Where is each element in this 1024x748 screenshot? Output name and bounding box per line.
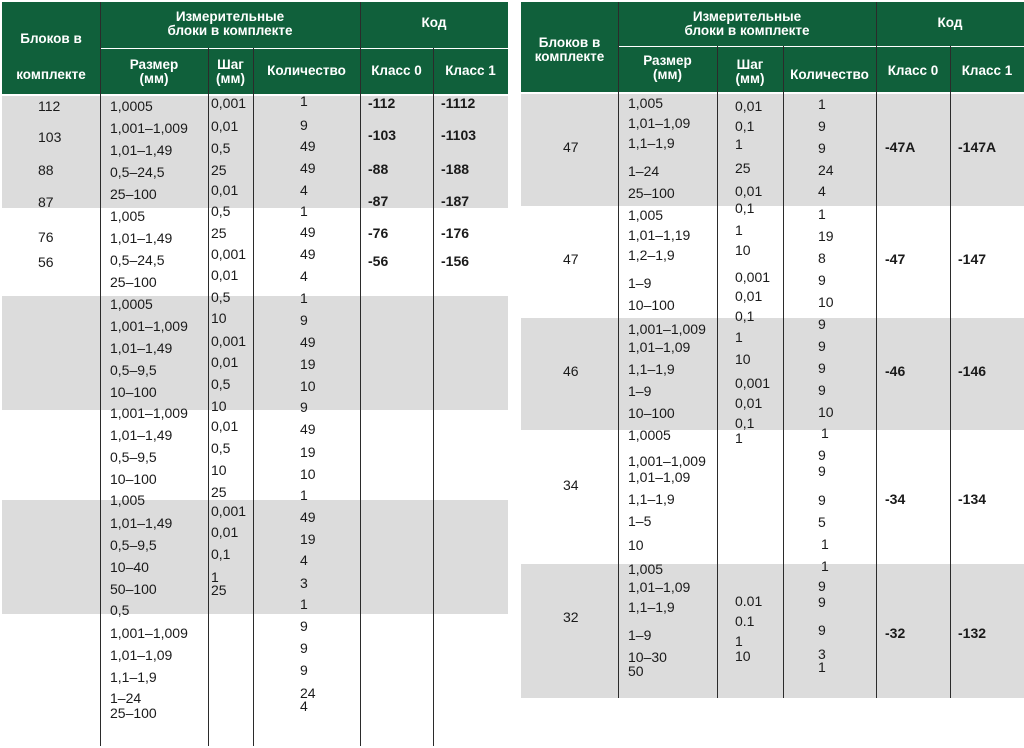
header-blocks-in-set-2: комплекте bbox=[534, 49, 605, 64]
size-cell: 10–100 bbox=[110, 384, 157, 400]
step-cell: 0,001 bbox=[735, 375, 771, 391]
quantity-cell: 9 bbox=[300, 618, 308, 634]
code-class1: -1103 bbox=[441, 127, 477, 143]
header-measuring-blocks-2: блоки в комплекте bbox=[684, 23, 810, 38]
header-code: Код bbox=[937, 15, 963, 30]
quantity-cell: 9 bbox=[818, 338, 826, 354]
header-measuring-blocks: Измерительные bbox=[692, 9, 802, 24]
header-measuring-blocks-2: блоки в комплекте bbox=[167, 23, 293, 38]
step-cell: 0,1 bbox=[735, 308, 755, 324]
code-class0: -47 bbox=[885, 251, 906, 267]
size-cell: 1–24 bbox=[110, 690, 142, 706]
size-cell: 10–100 bbox=[628, 297, 675, 313]
quantity-cell: 9 bbox=[818, 594, 826, 610]
size-cell: 0,5–9,5 bbox=[110, 362, 157, 378]
quantity-cell: 1 bbox=[821, 536, 829, 552]
code-class0: -32 bbox=[885, 625, 906, 641]
quantity-cell: 1 bbox=[818, 206, 826, 222]
quantity-cell: 49 bbox=[300, 224, 316, 240]
code-class1: -146 bbox=[958, 363, 987, 379]
size-cell: 1,001–1,009 bbox=[110, 120, 188, 136]
header-blocks-in-set: Блоков в bbox=[538, 35, 601, 50]
quantity-cell: 3 bbox=[818, 646, 826, 662]
code-class1: -156 bbox=[441, 253, 470, 269]
step-cell: 0,01 bbox=[735, 288, 763, 304]
step-cell: 0,001 bbox=[211, 333, 247, 349]
step-cell: 0,001 bbox=[211, 503, 247, 519]
header-size-unit: (мм) bbox=[653, 67, 682, 82]
step-cell: 0.1 bbox=[735, 613, 755, 629]
size-cell: 10 bbox=[628, 537, 644, 553]
size-cell: 1–9 bbox=[628, 275, 652, 291]
header-class1: Класс 1 bbox=[961, 63, 1013, 78]
size-cell: 1,01–1,09 bbox=[628, 579, 691, 595]
quantity-cell: 9 bbox=[818, 382, 826, 398]
step-cell: 0,5 bbox=[211, 376, 231, 392]
code-class1: -134 bbox=[958, 491, 987, 507]
step-cell: 0,001 bbox=[211, 95, 247, 111]
quantity-cell: 9 bbox=[300, 662, 308, 678]
step-cell: 0,5 bbox=[211, 289, 231, 305]
quantity-cell: 9 bbox=[300, 117, 308, 133]
quantity-cell: 9 bbox=[818, 140, 826, 156]
size-cell: 1,001–1,009 bbox=[110, 405, 188, 421]
quantity-cell: 9 bbox=[818, 316, 826, 332]
blocks-count: 76 bbox=[38, 229, 54, 245]
code-class1: -1112 bbox=[441, 95, 476, 111]
quantity-cell: 10 bbox=[300, 466, 316, 482]
size-cell: 25–100 bbox=[110, 274, 157, 290]
step-cell: 1 bbox=[735, 430, 743, 446]
size-cell: 1,005 bbox=[628, 207, 664, 223]
blocks-count: 103 bbox=[38, 129, 62, 145]
size-cell: 0,5–24,5 bbox=[110, 164, 165, 180]
size-cell: 25–100 bbox=[628, 185, 675, 201]
step-cell: 25 bbox=[211, 162, 227, 178]
code-class1: -176 bbox=[441, 225, 470, 241]
size-cell: 1,0005 bbox=[110, 296, 153, 312]
size-cell: 50 bbox=[628, 663, 644, 679]
header-quantity: Количество bbox=[267, 63, 346, 78]
quantity-cell: 5 bbox=[818, 514, 826, 530]
quantity-cell: 9 bbox=[818, 360, 826, 376]
quantity-cell: 19 bbox=[300, 444, 316, 460]
size-cell: 1,01–1,49 bbox=[110, 515, 173, 531]
size-cell: 1,0005 bbox=[628, 427, 671, 443]
quantity-cell: 3 bbox=[300, 575, 308, 591]
step-cell: 10 bbox=[211, 462, 227, 478]
step-cell: 0,01 bbox=[211, 182, 239, 198]
step-cell: 0,1 bbox=[211, 546, 231, 562]
left-table bbox=[2, 2, 508, 746]
step-cell: 0,5 bbox=[211, 140, 231, 156]
size-cell: 25–100 bbox=[110, 186, 157, 202]
blocks-count: 88 bbox=[38, 162, 54, 178]
header-class0: Класс 0 bbox=[887, 63, 939, 78]
blocks-count: 87 bbox=[38, 194, 54, 210]
code-class0: -34 bbox=[885, 491, 906, 507]
header-step: Шаг bbox=[736, 57, 764, 72]
quantity-cell: 9 bbox=[818, 622, 826, 638]
quantity-cell: 1 bbox=[818, 96, 826, 112]
step-cell: 0,01 bbox=[211, 418, 239, 434]
quantity-cell: 10 bbox=[818, 404, 834, 420]
header-blocks-in-set-2: комплекте bbox=[16, 67, 86, 82]
header-code: Код bbox=[421, 15, 447, 30]
header-quantity: Количество bbox=[790, 67, 869, 82]
step-cell: 0,1 bbox=[735, 118, 755, 134]
size-cell: 1,005 bbox=[628, 561, 664, 577]
quantity-cell: 1 bbox=[818, 659, 826, 675]
size-cell: 1,1–1,9 bbox=[628, 599, 675, 615]
step-cell: 0,1 bbox=[735, 415, 755, 431]
quantity-cell: 4 bbox=[818, 183, 826, 199]
code-class0: -87 bbox=[368, 193, 389, 209]
quantity-cell: 49 bbox=[300, 160, 316, 176]
step-cell: 0.01 bbox=[735, 593, 763, 609]
header-step: Шаг bbox=[217, 57, 244, 72]
size-cell: 0,5–9,5 bbox=[110, 449, 157, 465]
size-cell: 1,001–1,009 bbox=[110, 318, 188, 334]
size-cell: 50–100 bbox=[110, 581, 157, 597]
blocks-count: 32 bbox=[563, 609, 579, 625]
quantity-cell: 19 bbox=[300, 356, 316, 372]
quantity-cell: 9 bbox=[818, 272, 826, 288]
code-class0: -103 bbox=[368, 127, 397, 143]
blocks-count: 112 bbox=[38, 98, 61, 114]
quantity-cell: 49 bbox=[300, 246, 316, 262]
blocks-count: 47 bbox=[563, 251, 579, 267]
step-cell: 1 bbox=[735, 136, 743, 152]
blocks-count: 34 bbox=[563, 477, 579, 493]
size-cell: 1,1–1,9 bbox=[628, 135, 675, 151]
step-cell: 10 bbox=[735, 242, 751, 258]
header-blocks-in-set: Блоков в bbox=[20, 31, 82, 46]
step-cell: 0,5 bbox=[211, 203, 231, 219]
quantity-cell: 4 bbox=[300, 698, 308, 714]
size-cell: 0,5–9,5 bbox=[110, 537, 157, 553]
size-cell: 10–40 bbox=[110, 559, 149, 575]
size-cell: 1,01–1,49 bbox=[110, 230, 173, 246]
size-cell: 1–9 bbox=[628, 383, 652, 399]
header-measuring-blocks: Измерительные bbox=[175, 9, 285, 24]
step-cell: 0,01 bbox=[735, 395, 763, 411]
quantity-cell: 9 bbox=[818, 118, 826, 134]
header-size: Размер bbox=[643, 53, 692, 68]
step-cell: 0,01 bbox=[211, 354, 239, 370]
code-class1: -147A bbox=[958, 139, 997, 155]
step-cell: 0,01 bbox=[211, 118, 239, 134]
quantity-cell: 9 bbox=[818, 578, 826, 594]
quantity-cell: 10 bbox=[818, 294, 834, 310]
step-cell: 25 bbox=[211, 582, 227, 598]
quantity-cell: 49 bbox=[300, 334, 316, 350]
size-cell: 1,005 bbox=[628, 95, 664, 111]
quantity-cell: 49 bbox=[300, 138, 316, 154]
size-cell: 1,01–1,49 bbox=[110, 427, 173, 443]
code-class1: -188 bbox=[441, 161, 470, 177]
quantity-cell: 19 bbox=[818, 228, 834, 244]
step-cell: 10 bbox=[211, 310, 227, 326]
header-class1: Класс 1 bbox=[445, 63, 496, 78]
header-step-unit: (мм) bbox=[735, 71, 765, 86]
code-class1: -132 bbox=[958, 625, 987, 641]
quantity-cell: 4 bbox=[300, 182, 308, 198]
step-cell: 10 bbox=[735, 648, 751, 664]
step-cell: 25 bbox=[735, 160, 751, 176]
step-cell: 0,01 bbox=[735, 183, 763, 199]
size-cell: 0,5–24,5 bbox=[110, 252, 165, 268]
blocks-count: 46 bbox=[563, 363, 579, 379]
size-cell: 10–30 bbox=[628, 649, 667, 665]
size-cell: 1,01–1,09 bbox=[628, 339, 691, 355]
size-cell: 1,01–1,49 bbox=[110, 340, 173, 356]
blocks-count: 47 bbox=[563, 139, 579, 155]
size-cell: 1,01–1,49 bbox=[110, 142, 173, 158]
size-cell: 1,005 bbox=[110, 492, 146, 508]
quantity-cell: 1 bbox=[300, 203, 308, 219]
quantity-cell: 1 bbox=[821, 558, 829, 574]
size-cell: 1–5 bbox=[628, 513, 652, 529]
quantity-cell: 4 bbox=[300, 268, 308, 284]
step-cell: 25 bbox=[211, 225, 227, 241]
header-class0: Класс 0 bbox=[371, 63, 422, 78]
quantity-cell: 4 bbox=[300, 552, 308, 568]
step-cell: 10 bbox=[735, 351, 751, 367]
step-cell: 0,001 bbox=[735, 269, 771, 285]
size-cell: 1–24 bbox=[628, 163, 660, 179]
quantity-cell: 1 bbox=[300, 596, 308, 612]
quantity-cell: 19 bbox=[300, 531, 316, 547]
quantity-cell: 1 bbox=[300, 290, 308, 306]
quantity-cell: 9 bbox=[818, 447, 826, 463]
code-class0: -56 bbox=[368, 253, 389, 269]
quantity-cell: 1 bbox=[821, 425, 829, 441]
size-cell: 1,01–1,09 bbox=[628, 469, 691, 485]
step-cell: 1 bbox=[735, 633, 743, 649]
quantity-cell: 24 bbox=[300, 685, 316, 701]
quantity-cell: 9 bbox=[300, 640, 308, 656]
size-cell: 0,5 bbox=[110, 602, 130, 618]
quantity-cell: 9 bbox=[818, 492, 826, 508]
size-cell: 1,0005 bbox=[110, 98, 153, 114]
quantity-cell: 49 bbox=[300, 509, 316, 525]
quantity-cell: 10 bbox=[300, 378, 316, 394]
step-cell: 0,01 bbox=[211, 267, 239, 283]
right-table bbox=[521, 2, 1024, 698]
quantity-cell: 24 bbox=[818, 162, 834, 178]
step-cell: 1 bbox=[735, 329, 743, 345]
quantity-cell: 9 bbox=[818, 463, 826, 479]
size-cell: 1,1–1,9 bbox=[110, 669, 157, 685]
size-cell: 1,001–1,009 bbox=[110, 625, 188, 641]
size-cell: 1,2–1,9 bbox=[628, 247, 675, 263]
size-cell: 25–100 bbox=[110, 705, 157, 721]
step-cell: 1 bbox=[735, 222, 743, 238]
header-size: Размер bbox=[129, 57, 179, 72]
header-step-unit: (мм) bbox=[216, 71, 245, 86]
quantity-cell: 1 bbox=[300, 487, 308, 503]
step-cell: 0,01 bbox=[735, 98, 763, 114]
size-cell: 1,01–1,19 bbox=[628, 227, 691, 243]
size-cell: 10–100 bbox=[628, 405, 675, 421]
step-cell: 1 bbox=[211, 569, 219, 585]
step-cell: 0,5 bbox=[211, 440, 231, 456]
size-cell: 1,01–1,09 bbox=[628, 115, 691, 131]
size-cell: 10–100 bbox=[110, 471, 157, 487]
code-class0: -112 bbox=[368, 95, 396, 111]
step-cell: 0,01 bbox=[211, 524, 239, 540]
header-size-unit: (мм) bbox=[139, 71, 169, 86]
size-cell: 1,1–1,9 bbox=[628, 361, 675, 377]
size-cell: 1,001–1,009 bbox=[628, 453, 706, 469]
code-class1: -147 bbox=[958, 251, 987, 267]
step-cell: 0,001 bbox=[211, 246, 247, 262]
quantity-cell: 9 bbox=[300, 399, 308, 415]
size-cell: 1,01–1,09 bbox=[110, 647, 173, 663]
quantity-cell: 9 bbox=[300, 312, 308, 328]
code-class0: -76 bbox=[368, 225, 389, 241]
code-class0: -88 bbox=[368, 161, 389, 177]
size-cell: 1,005 bbox=[110, 208, 146, 224]
code-class0: -46 bbox=[885, 363, 906, 379]
quantity-cell: 1 bbox=[300, 93, 308, 109]
quantity-cell: 8 bbox=[818, 250, 826, 266]
size-cell: 1,001–1,009 bbox=[628, 321, 706, 337]
step-cell: 10 bbox=[211, 398, 227, 414]
code-class0: -47A bbox=[885, 139, 916, 155]
blocks-count: 56 bbox=[38, 254, 54, 270]
size-cell: 1–9 bbox=[628, 627, 652, 643]
code-class1: -187 bbox=[441, 193, 470, 209]
step-cell: 0,1 bbox=[735, 200, 755, 216]
size-cell: 1,1–1,9 bbox=[628, 491, 675, 507]
quantity-cell: 49 bbox=[300, 421, 316, 437]
step-cell: 25 bbox=[211, 484, 227, 500]
